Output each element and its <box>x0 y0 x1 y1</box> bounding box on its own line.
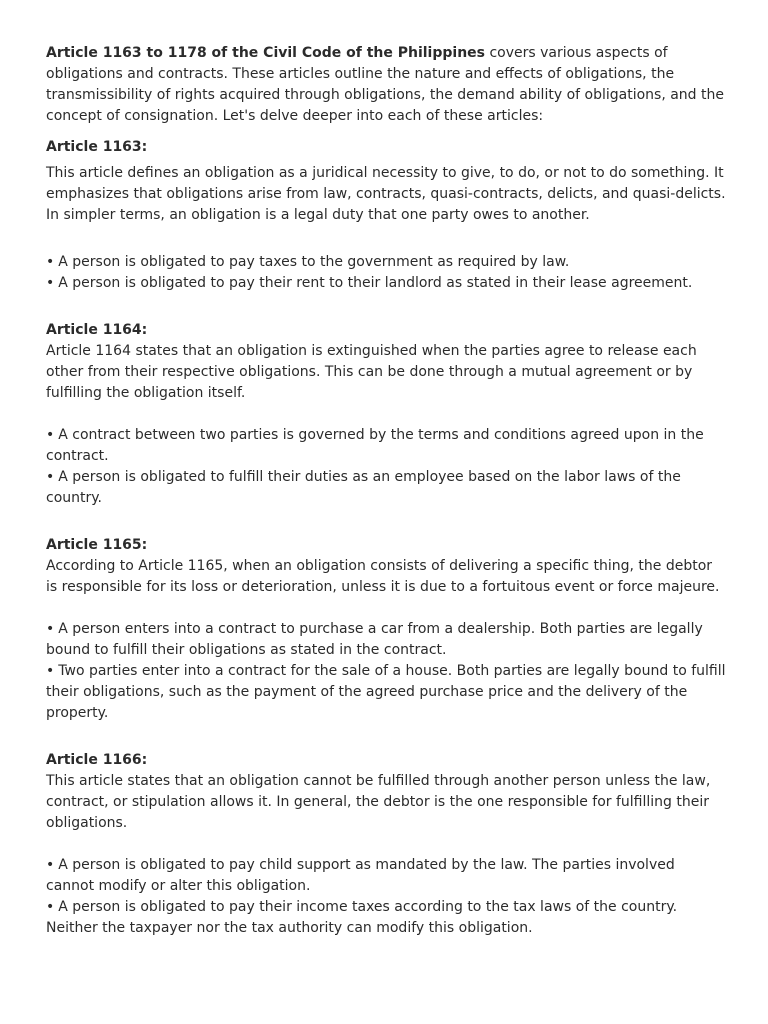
article-section-1166 <box>46 750 726 939</box>
article-heading: Article 1165: <box>46 537 148 553</box>
article-heading: Article 1164: <box>46 322 148 338</box>
example-list <box>46 855 726 939</box>
article-heading: Article 1166: <box>46 752 148 768</box>
intro-lead: Article 1163 to 1178 of the Civil Code of the Philippines <box>46 45 485 61</box>
example-list <box>46 425 726 509</box>
example-bullet <box>46 897 726 939</box>
example-bullet <box>46 661 726 724</box>
bullet-glyph: • <box>46 621 55 637</box>
article-section-1163 <box>46 137 726 294</box>
example-bullet <box>46 619 726 661</box>
example-text: A person is obligated to pay their income taxes according to the tax laws of the country. Neither the taxpayer nor the tax authority can modify this obligation. <box>46 899 678 936</box>
example-text: A person is obligated to pay child support as mandated by the law. The parties involved cannot modify or alter this obligation. <box>46 857 675 894</box>
bullet-glyph: • <box>46 427 55 443</box>
example-bullet <box>46 252 726 273</box>
example-text: Two parties enter into a contract for the sale of a house. Both parties are legally bound to fulfill their obligations, such as the payment of the agreed purchase price and the delivery of the property. <box>46 663 726 721</box>
bullet-glyph: • <box>46 469 55 485</box>
bullet-glyph: • <box>46 254 55 270</box>
article-heading: Article 1163: <box>46 139 148 155</box>
example-bullet <box>46 467 726 509</box>
example-text: A person enters into a contract to purchase a car from a dealership. Both parties are legally bound to fulfill their obligations as stated in the contract. <box>46 621 703 658</box>
article-body: Article 1164 states that an obligation is extinguished when the parties agree to release each other from their respective obligations. This can be done through a mutual agreement or by fulfilling the obligation itself. <box>46 343 697 401</box>
example-bullet <box>46 855 726 897</box>
document-body <box>46 43 726 939</box>
article-body: According to Article 1165, when an obligation consists of delivering a specific thing, the debtor is responsible for its loss or deterioration, unless it is due to a fortuitous event or force majeure. <box>46 558 720 595</box>
example-bullet <box>46 273 726 294</box>
example-list <box>46 252 726 294</box>
bullet-glyph: • <box>46 899 55 915</box>
bullet-glyph: • <box>46 857 55 873</box>
example-text: A person is obligated to fulfill their duties as an employee based on the labor laws of the country. <box>46 469 681 506</box>
bullet-glyph: • <box>46 663 55 679</box>
intro-paragraph <box>46 43 726 127</box>
example-bullet <box>46 425 726 467</box>
article-body: This article states that an obligation cannot be fulfilled through another person unless the law, contract, or stipulation allows it. In general, the debtor is the one responsible for fulfilling their obligations. <box>46 773 711 831</box>
example-text: A person is obligated to pay their rent to their landlord as stated in their lease agreement. <box>58 275 693 291</box>
article-section-1165 <box>46 535 726 724</box>
article-body: This article defines an obligation as a juridical necessity to give, to do, or not to do something. It emphasizes that obligations arise from law, contracts, quasi-contracts, delicts, and quasi-delicts. In simpler terms, an obligation is a legal duty that one party owes to another. <box>46 165 726 223</box>
example-text: A contract between two parties is governed by the terms and conditions agreed upon in the contract. <box>46 427 704 464</box>
example-list <box>46 619 726 724</box>
example-text: A person is obligated to pay taxes to the government as required by law. <box>58 254 570 270</box>
bullet-glyph: • <box>46 275 55 291</box>
article-section-1164 <box>46 320 726 509</box>
intro-text: covers various aspects of obligations and contracts. These articles outline the nature and effects of obligations, the transmissibility of rights acquired through obligations, the demand ability of obligations, and the concept of consignation. Let's delve deeper into each of these articles: <box>46 45 724 124</box>
